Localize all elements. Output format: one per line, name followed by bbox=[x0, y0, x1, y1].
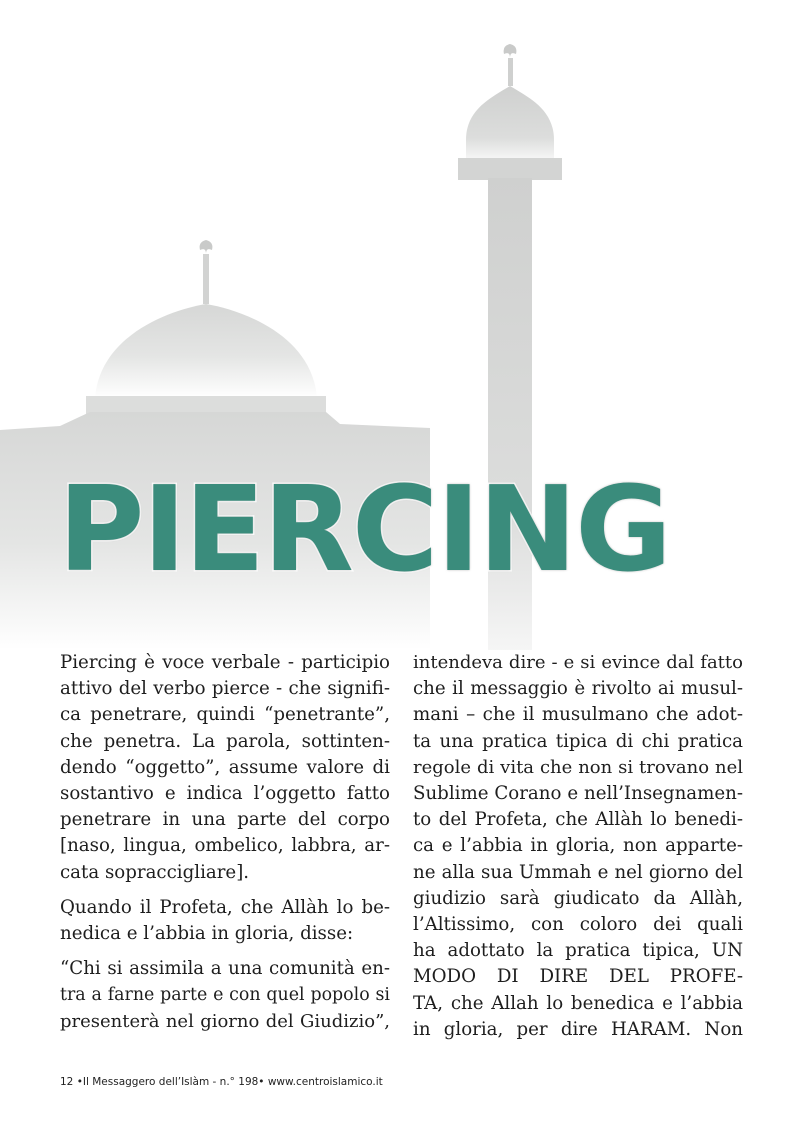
text-line: sostantivo e indica l’oggetto fatto bbox=[60, 783, 390, 805]
text-line: Piercing è voce verbale - participio bbox=[60, 652, 390, 673]
text-line: in gloria, per dire HARAM. Non bbox=[413, 1018, 743, 1040]
text-line: dendo “oggetto”, assume valore di bbox=[60, 756, 390, 778]
text-line: che penetra. La parola, sottinten- bbox=[60, 730, 390, 752]
text-line: cata sopraccigliare]. bbox=[60, 861, 250, 883]
article-title: PIERCING bbox=[58, 460, 670, 598]
text-line: to del Profeta, che Allàh lo benedi- bbox=[413, 809, 743, 831]
paragraph bbox=[60, 895, 390, 947]
paragraph bbox=[413, 650, 743, 1043]
text-line: ta una pratica tipica di chi pratica bbox=[413, 730, 743, 752]
text-line: [naso, lingua, ombelico, labbra, ar- bbox=[60, 835, 390, 857]
paragraph bbox=[60, 956, 390, 1035]
text-line: TA, che Allah lo benedica e l’abbia bbox=[413, 992, 743, 1014]
text-line: ca e l’abbia in gloria, non apparte- bbox=[413, 835, 743, 857]
text-line: ha adottato la pratica tipica, UN bbox=[413, 940, 743, 962]
text-line: l’Altissimo, con coloro dei quali bbox=[413, 914, 743, 936]
text-line: ne alla sua Ummah e nel giorno del bbox=[413, 861, 743, 883]
page-footer: 12 •Il Messaggero dell’Islàm - n.° 198• www.centroislamico.it bbox=[60, 1076, 383, 1088]
text-line: ca penetrare, quindi “penetrante”, bbox=[60, 704, 390, 726]
text-line: attivo del verbo pierce - che signifi- bbox=[60, 678, 390, 700]
paragraph bbox=[60, 650, 390, 886]
left-text-column bbox=[60, 650, 390, 1044]
text-line: MODO DI DIRE DEL PROFE- bbox=[413, 966, 743, 988]
text-line: presenterà nel giorno del Giudizio”, bbox=[60, 1010, 390, 1032]
text-line: tra a farne parte e con quel popolo si bbox=[60, 985, 390, 1006]
text-line: Quando il Profeta, che Allàh lo be- bbox=[60, 896, 390, 918]
text-line: penetrare in una parte del corpo bbox=[60, 809, 390, 831]
text-line: mani – che il musulmano che adot- bbox=[413, 704, 743, 726]
text-line: intendeva dire - e si evince dal fatto bbox=[413, 652, 743, 673]
right-text-column bbox=[413, 650, 743, 1052]
text-line: nedica e l’abbia in gloria, disse: bbox=[60, 923, 354, 945]
text-line: giudizio sarà giudicato da Allàh, bbox=[413, 887, 743, 909]
text-line: “Chi si assimila a una comunità en- bbox=[60, 958, 390, 980]
text-line: Sublime Corano e nell’Insegnamen- bbox=[413, 783, 743, 805]
text-line: che il messaggio è rivolto ai musul- bbox=[413, 678, 743, 700]
text-line: regole di vita che non si trovano nel bbox=[413, 756, 743, 778]
